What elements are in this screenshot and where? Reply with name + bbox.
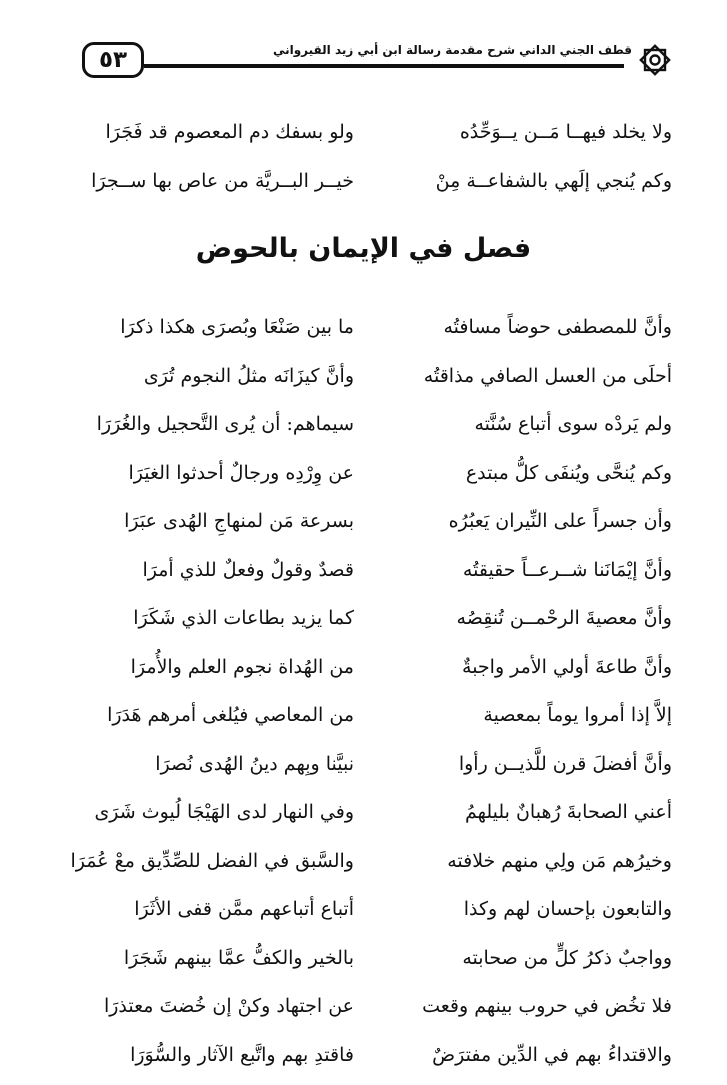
verses (82, 309, 672, 1085)
verse-row (82, 891, 672, 940)
verse-row (82, 940, 672, 989)
verse-first-hemistich: وخيرُهم مَن ولِي منهم خلافته (414, 843, 672, 879)
verse-second-hemistich: فاقتدِ بهم واتَّبع الآثار والسُّوَرَا (82, 1037, 354, 1073)
verse-row (82, 746, 672, 795)
verse-first-hemistich: إلاَّ إذا أمروا يوماً بمعصية (414, 697, 672, 733)
verse-first-hemistich: أحلَى من العسل الصافي مذاقتُه (414, 358, 672, 394)
verse-first-hemistich: وأنَّ معصيةَ الرحْمــن تُنقِصُه (414, 600, 672, 636)
section-title: فصل في الإيمان بالحوض (0, 226, 727, 272)
verse-row (82, 503, 672, 552)
verse-second-hemistich: قصدٌ وقولٌ وفعلٌ للذي أمرَا (82, 552, 354, 588)
verse-first-hemistich: وأنَّ طاعةَ أولي الأمر واجبةٌ (414, 649, 672, 685)
verse-row (82, 114, 672, 163)
page-number: ٥٣ (82, 42, 144, 78)
verse-second-hemistich: خيــر البــريَّة من عاص بها ســجرَا (82, 163, 354, 199)
verse-first-hemistich: أعني الصحابةَ رُهبانٌ بليلهمُ (414, 794, 672, 830)
verse-second-hemistich: ما بين صَنْعَا وبُصرَى هكذا ذكرَا (82, 309, 354, 345)
verse-second-hemistich: بسرعة مَن لمنهاجِ الهُدى عبَرَا (82, 503, 354, 539)
verse-second-hemistich: من المعاصي فيُلغى أمرهم هَدَرَا (82, 697, 354, 733)
page-header (82, 40, 670, 84)
verse-row (82, 649, 672, 698)
verse-row (82, 552, 672, 601)
verse-first-hemistich: ولا يخلد فيهــا مَــن يــوَحِّدُه (414, 114, 672, 150)
verse-second-hemistich: عن وِرْدِه ورجالٌ أحدثوا الغيَرَا (82, 455, 354, 491)
verse-first-hemistich: ولم يَردْه سوى أتباع سُنَّته (414, 406, 672, 442)
verse-second-hemistich: نبيَّنا وبِهم دينُ الهُدى نُصرَا (82, 746, 354, 782)
verse-first-hemistich: وأنَّ أفضلَ قرن للَّذيــن رأوا (414, 746, 672, 782)
verse-first-hemistich: وأن جسراً على النِّيران يَعبُرُه (414, 503, 672, 539)
verse-first-hemistich: وأنَّ إيْمَانَنا شــرعــاً حقيقتُه (414, 552, 672, 588)
verse-second-hemistich: من الهُداة نجوم العلم والأُمرَا (82, 649, 354, 685)
verse-second-hemistich: سيماهم: أن يُرى التَّحجيل والغُرَرَا (82, 406, 354, 442)
verse-row (82, 600, 672, 649)
verse-first-hemistich: وأنَّ للمصطفى حوضاً مسافتُه (414, 309, 672, 345)
verse-second-hemistich: كما يزيد بطاعات الذي شَكَرَا (82, 600, 354, 636)
verse-second-hemistich: بالخير والكفُّ عمَّا بينهم شَجَرَا (82, 940, 354, 976)
verse-second-hemistich: أتباع أتباعهم ممَّن قفى الأثَرَا (82, 891, 354, 927)
header-rule (144, 64, 624, 68)
verse-row (82, 455, 672, 504)
verse-row (82, 309, 672, 358)
verse-second-hemistich: والسَّبق في الفضل للصِّدِّيق معْ عُمَرَا (82, 843, 354, 879)
verse-row (82, 697, 672, 746)
verse-second-hemistich: وأنَّ كيزَانَه مثلُ النجوم تُرَى (82, 358, 354, 394)
verse-row (82, 1037, 672, 1085)
verse-first-hemistich: والتابعون بإحسان لهم وكذا (414, 891, 672, 927)
verse-row (82, 843, 672, 892)
verse-second-hemistich: عن اجتهاد وكنْ إن خُضتَ معتذرَا (82, 988, 354, 1024)
verse-first-hemistich: وواجبٌ ذكرُ كلٍّ من صحابته (414, 940, 672, 976)
verse-second-hemistich: ولو بسفك دم المعصوم قد فَجَرَا (82, 114, 354, 150)
verse-row (82, 358, 672, 407)
verse-row (82, 163, 672, 212)
verse-first-hemistich: وكم يُنحَّى ويُنفَى كلُّ مبتدع (414, 455, 672, 491)
ornament-icon (637, 40, 673, 80)
verse-first-hemistich: فلا تخُض في حروب بينهم وقعت (414, 988, 672, 1024)
verse-row (82, 406, 672, 455)
verse-second-hemistich: وفي النهار لدى الهَيْجَا لُيوث شَرَى (82, 794, 354, 830)
top-verses (82, 114, 672, 211)
verse-first-hemistich: والاقتداءُ بهم في الدِّين مفترَضٌ (414, 1037, 672, 1073)
verse-row (82, 988, 672, 1037)
verse-row (82, 794, 672, 843)
verse-first-hemistich: وكم يُنجي إلَهي بالشفاعــة مِنْ (414, 163, 672, 199)
running-title: قطف الجني الداني شرح مقدمة رسالة ابن أبي زيد القيرواني (269, 43, 636, 57)
